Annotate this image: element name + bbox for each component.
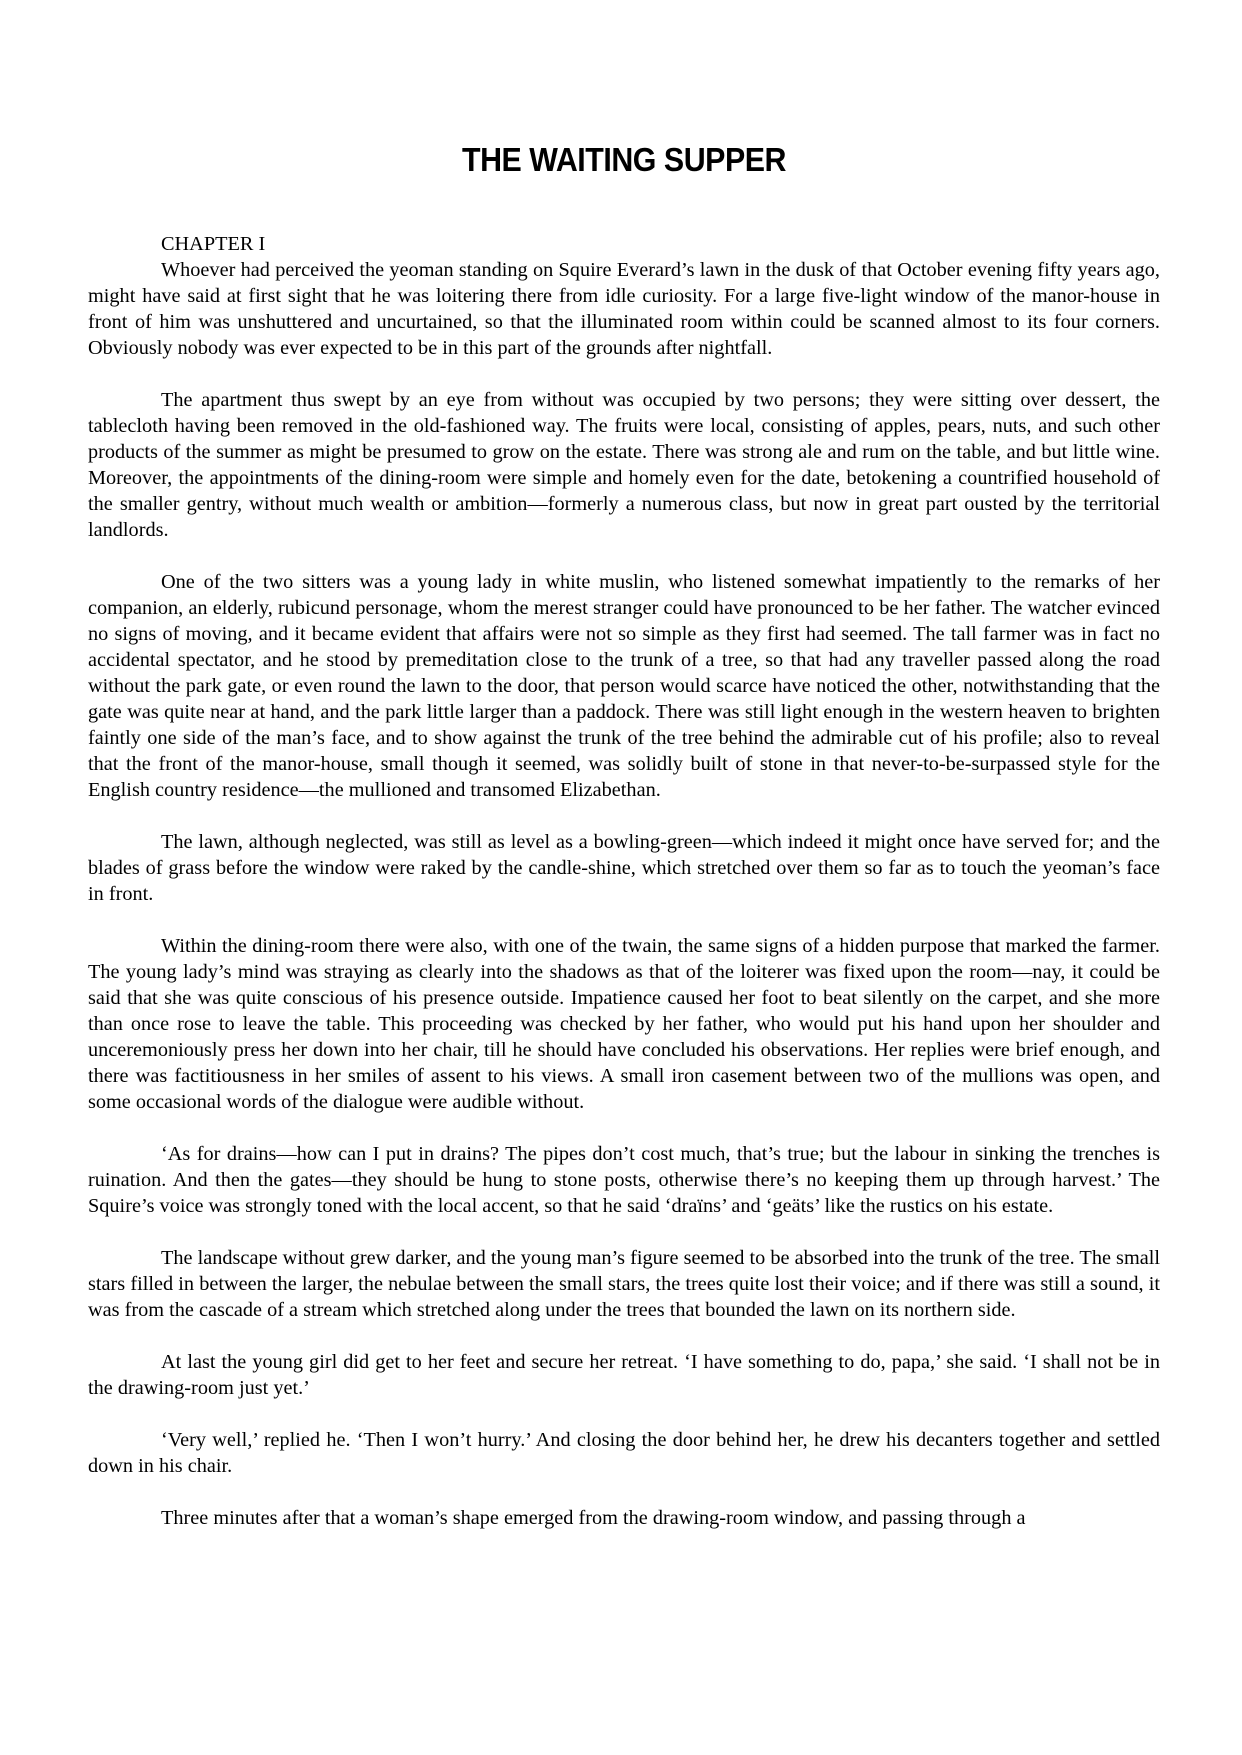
document-page bbox=[88, 128, 1160, 1557]
document-title: THE WAITING SUPPER bbox=[461, 141, 787, 178]
paragraph-4: The lawn, although neglected, was still as level as a bowling-green—which indeed it might once have served for; and the blades of grass before the window were raked by the candle-shine, which stretched over them so far as to touch the yeoman’s face in front. bbox=[88, 831, 1160, 905]
paragraph-9: ‘Very well,’ replied he. ‘Then I won’t hurry.’ And closing the door behind her, he drew his decanters together and settled down in his chair. bbox=[88, 1429, 1160, 1477]
paragraph-5: Within the dining-room there were also, with one of the twain, the same signs of a hidden purpose that marked the farmer. The young lady’s mind was straying as clearly into the shadows as that of the loiterer was fixed upon the room—nay, it could be said that she was quite conscious of his presence outside. Impatience caused her foot to beat silently on the carpet, and she more than once rose to leave the table. This proceeding was checked by her father, who would put his hand upon her shoulder and unceremoniously press her down into her chair, till he should have concluded his observations. Her replies were brief enough, and there was factitiousness in her smiles of assent to his views. A small iron casement between two of the mullions was open, and some occasional words of the dialogue were audible without. bbox=[88, 935, 1160, 1113]
paragraph-6: ‘As for drains—how can I put in drains? The pipes don’t cost much, that’s true; but the labour in sinking the trenches is ruination. And then the gates—they should be hung to stone posts, otherwise there’s no keeping them up through harvest.’ The Squire’s voice was strongly toned with the local accent, so that he said ‘draïns’ and ‘geäts’ like the rustics on his estate. bbox=[88, 1143, 1160, 1217]
paragraph-8: At last the young girl did get to her feet and secure her retreat. ‘I have something to do, papa,’ she said. ‘I shall not be in the drawing-room just yet.’ bbox=[88, 1351, 1160, 1399]
paragraph-3: One of the two sitters was a young lady in white muslin, who listened somewhat impatiently to the remarks of her companion, an elderly, rubicund personage, whom the merest stranger could have pronounced to be her father. The watcher evinced no signs of moving, and it became evident that affairs were not so simple as they first had seemed. The tall farmer was in fact no accidental spectator, and he stood by premeditation close to the trunk of a tree, so that had any traveller passed along the road without the park gate, or even round the lawn to the door, that person would scarce have noticed the other, notwithstanding that the gate was quite near at hand, and the park little larger than a paddock. There was still light enough in the western heaven to brighten faintly one side of the man’s face, and to show against the trunk of the tree behind the admirable cut of his profile; also to reveal that the front of the manor-house, small though it seemed, was solidly built of stone in that never-to-be-surpassed style for the English country residence—the mullioned and transomed Elizabethan. bbox=[88, 571, 1160, 801]
paragraph-10: Three minutes after that a woman’s shape emerged from the drawing-room window, and passing through a bbox=[161, 1507, 1026, 1529]
paragraph-1: Whoever had perceived the yeoman standing on Squire Everard’s lawn in the dusk of that October evening fifty years ago, might have said at first sight that he was loitering there from idle curiosity. For a large five-light window of the manor-house in front of him was unshuttered and uncurtained, so that the illuminated room within could be scanned almost to its four corners. Obviously nobody was ever expected to be in this part of the grounds after nightfall. bbox=[88, 259, 1160, 359]
chapter-heading: CHAPTER I bbox=[161, 233, 266, 255]
paragraph-2: The apartment thus swept by an eye from without was occupied by two persons; they were sitting over dessert, the tablecloth having been removed in the old-fashioned way. The fruits were local, consisting of apples, pears, nuts, and such other products of the summer as might be presumed to grow on the estate. There was strong ale and rum on the table, and but little wine. Moreover, the appointments of the dining-room were simple and homely even for the date, betokening a countrified household of the smaller gentry, without much wealth or ambition—formerly a numerous class, but now in great part ousted by the territorial landlords. bbox=[88, 389, 1160, 541]
paragraph-7: The landscape without grew darker, and the young man’s figure seemed to be absorbed into the trunk of the tree. The small stars filled in between the larger, the nebulae between the small stars, the trees quite lost their voice; and if there was still a sound, it was from the cascade of a stream which stretched along under the trees that bounded the lawn on its northern side. bbox=[88, 1247, 1160, 1321]
